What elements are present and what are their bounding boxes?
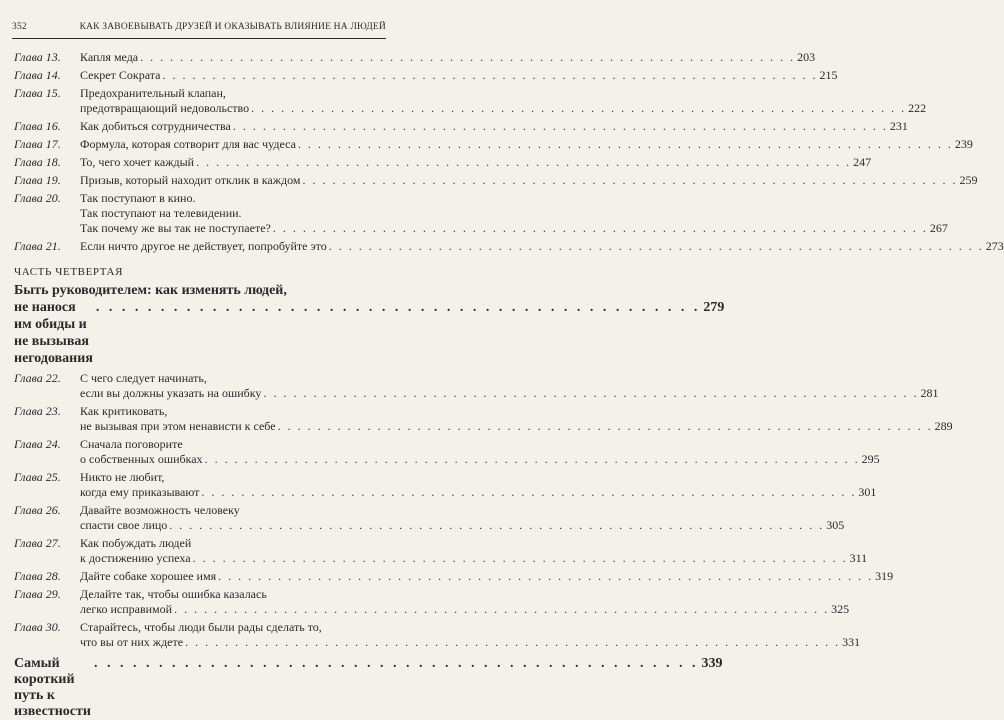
chapter-title-text: Призыв, который находит отклик в каждом — [80, 173, 301, 187]
chapter-label: Глава 14. — [14, 68, 61, 82]
chapter-title-text: Так поступают в кино. — [80, 191, 196, 205]
chapter-title-text: Секрет Сократа — [80, 68, 161, 82]
toc-entry — [14, 437, 880, 467]
chapter-page-number: 281 — [920, 386, 939, 400]
chapter-title-line — [80, 50, 815, 65]
chapter-title — [80, 404, 953, 434]
chapter-label: Глава 29. — [14, 587, 61, 601]
chapter-title-line — [80, 239, 1004, 254]
dot-leader — [251, 101, 906, 116]
toc-entry — [14, 536, 868, 566]
toc-entry — [14, 137, 973, 152]
chapter-page-number: 231 — [889, 119, 908, 133]
toc-entry — [14, 503, 845, 533]
chapter-title-line — [80, 404, 953, 419]
chapter-title — [80, 50, 815, 65]
dot-leader — [96, 299, 701, 316]
dot-leader — [193, 551, 848, 566]
chapter-title — [80, 620, 860, 650]
chapter-title-line — [80, 386, 938, 401]
chapter-title — [80, 503, 844, 533]
toc-entry — [14, 68, 838, 83]
chapter-label: Глава 20. — [14, 191, 61, 205]
dot-leader — [273, 221, 928, 236]
chapter-title-line — [80, 173, 977, 188]
chapter-title-line — [80, 470, 876, 485]
dot-leader — [218, 569, 873, 584]
chapter-title-line — [80, 68, 837, 83]
chapter-label: Глава 30. — [14, 620, 61, 634]
dot-leader — [233, 119, 888, 134]
toc-entry — [14, 239, 1004, 254]
toc-entry — [14, 50, 816, 65]
chapter-label: Глава 18. — [14, 155, 61, 169]
chapter-title-text: Капля меда — [80, 50, 139, 64]
chapter-page-number: 331 — [842, 635, 861, 649]
running-head — [12, 22, 386, 32]
final-section — [14, 656, 723, 720]
chapter-title-text: Как критиковать, — [80, 404, 168, 418]
chapter-title-line — [80, 518, 844, 533]
toc-entry — [14, 173, 978, 188]
part-title-text: не нанося им обиды и не вызывая негодования — [14, 300, 93, 366]
chapter-label: Глава 26. — [14, 503, 61, 517]
chapter-label: Глава 19. — [14, 173, 61, 187]
toc-entry — [14, 191, 948, 236]
dot-leader — [263, 386, 918, 401]
chapter-title — [80, 371, 938, 401]
dot-leader — [140, 50, 795, 65]
dot-leader — [298, 137, 953, 152]
part-title-line — [14, 282, 382, 299]
toc-entry — [14, 119, 908, 134]
dot-leader — [94, 656, 699, 672]
chapter-title — [80, 119, 908, 134]
chapter-page-number: 222 — [908, 101, 927, 115]
chapter-title-text: Делайте так, чтобы ошибка казалась — [80, 587, 267, 601]
dot-leader — [329, 239, 984, 254]
chapter-page-number: 203 — [797, 50, 816, 64]
chapter-page-number: 267 — [929, 221, 948, 235]
chapter-label: Глава 22. — [14, 371, 61, 385]
chapter-page-number: 289 — [934, 419, 953, 433]
chapter-page-number: 301 — [858, 485, 877, 499]
chapter-title-text: Если ничто другое не действует, попробуйте это — [80, 239, 327, 253]
chapter-title-line — [80, 503, 844, 518]
chapter-title-text: Никто не любит, — [80, 470, 165, 484]
toc-entry — [14, 620, 861, 650]
toc-entry — [14, 371, 939, 401]
chapter-label: Глава 17. — [14, 137, 61, 151]
chapter-title-text: не вызывая при этом ненависти к себе — [80, 419, 276, 433]
chapter-list-part-four — [14, 371, 953, 650]
toc-entry — [14, 86, 927, 116]
chapter-title-text: к достижению успеха — [80, 551, 191, 565]
toc-entry — [14, 404, 953, 434]
part-page-number: 279 — [703, 300, 725, 315]
chapter-page-number: 215 — [819, 68, 838, 82]
chapter-page-number: 239 — [954, 137, 973, 151]
chapter-page-number: 259 — [959, 173, 978, 187]
part-title-line — [14, 299, 725, 367]
chapter-page-number: 325 — [831, 602, 850, 616]
chapter-title-text: То, чего хочет каждый — [80, 155, 195, 169]
chapter-title-line — [80, 371, 938, 386]
toc-entry — [14, 587, 850, 617]
chapter-title-line — [80, 137, 973, 152]
chapter-title-line — [80, 86, 926, 101]
chapter-title — [80, 470, 876, 500]
toc-entry — [14, 470, 877, 500]
chapter-title-text: Сначала поговорите — [80, 437, 183, 451]
chapter-title-text: Так поступают на телевидении. — [80, 206, 242, 220]
chapter-page-number: 311 — [849, 551, 868, 565]
header-rule — [12, 38, 386, 39]
chapter-title-text: Старайтесь, чтобы люди были рады сделать то, — [80, 620, 322, 634]
final-section-page-number: 339 — [701, 656, 723, 671]
chapter-title — [80, 173, 977, 188]
chapter-page-number: 273 — [985, 239, 1004, 253]
dot-leader — [196, 155, 851, 170]
chapter-page-number: 305 — [826, 518, 845, 532]
dot-leader — [185, 635, 840, 650]
chapter-title-line — [80, 569, 893, 584]
chapter-title-line — [80, 221, 948, 236]
chapter-title-line — [80, 101, 926, 116]
dot-leader — [278, 419, 933, 434]
part-title-text: Быть руководителем: как изменять людей, — [14, 283, 287, 298]
chapter-label: Глава 24. — [14, 437, 61, 451]
chapter-title-line — [80, 620, 860, 635]
part-label: ЧАСТЬ ЧЕТВЕРТАЯ — [14, 266, 124, 278]
chapter-label: Глава 25. — [14, 470, 61, 484]
chapter-title-line — [80, 635, 860, 650]
chapter-title-text: что вы от них ждете — [80, 635, 184, 649]
chapter-title — [80, 191, 948, 236]
dot-leader — [162, 68, 817, 83]
chapter-title — [80, 155, 871, 170]
chapter-title-line — [80, 155, 871, 170]
chapter-title — [80, 86, 926, 116]
chapter-label: Глава 27. — [14, 536, 61, 550]
chapter-title-text: Предохранительный клапан, — [80, 86, 226, 100]
chapter-title-text: Так почему же вы так не поступаете? — [80, 221, 271, 235]
chapter-title-line — [80, 602, 849, 617]
chapter-title — [80, 239, 1004, 254]
chapter-title-text: спасти свое лицо — [80, 518, 168, 532]
toc-entry — [14, 569, 894, 584]
chapter-page-number: 319 — [875, 569, 894, 583]
chapter-title — [80, 68, 837, 83]
chapter-label: Глава 23. — [14, 404, 61, 418]
chapter-title-line — [80, 119, 908, 134]
chapter-title-text: Как добиться сотрудничества — [80, 119, 231, 133]
dot-leader — [169, 518, 824, 533]
chapter-title-text: когда ему приказывают — [80, 485, 200, 499]
chapter-title-line — [80, 191, 948, 206]
chapter-title-line — [80, 536, 867, 551]
chapter-title-text: легко исправимой — [80, 602, 173, 616]
chapter-title-line — [80, 452, 880, 467]
chapter-title-text: если вы должны указать на ошибку — [80, 386, 262, 400]
chapter-title — [80, 536, 867, 566]
chapter-label: Глава 28. — [14, 569, 61, 583]
chapter-title — [80, 587, 849, 617]
chapter-title-line — [80, 419, 953, 434]
running-title: КАК ЗАВОЕВЫВАТЬ ДРУЗЕЙ И ОКАЗЫВАТЬ ВЛИЯНИЕ НА ЛЮДЕЙ — [79, 22, 386, 32]
chapter-title — [80, 569, 893, 584]
chapter-title-line — [80, 206, 948, 221]
chapter-title-text: предотвращающий недовольство — [80, 101, 250, 115]
dot-leader — [174, 602, 829, 617]
chapter-label: Глава 13. — [14, 50, 61, 64]
chapter-title-line — [80, 437, 880, 452]
part-title — [14, 282, 725, 367]
chapter-title-line — [80, 485, 876, 500]
chapter-title-text: Дайте собаке хорошее имя — [80, 569, 217, 583]
chapter-list-part-three — [14, 50, 1004, 254]
chapter-page-number: 295 — [861, 452, 880, 466]
dot-leader — [201, 485, 856, 500]
chapter-label: Глава 15. — [14, 86, 61, 100]
chapter-title-text: Давайте возможность человеку — [80, 503, 240, 517]
chapter-title-text: о собственных ошибках — [80, 452, 203, 466]
page-number: 352 — [12, 22, 27, 32]
chapter-label: Глава 16. — [14, 119, 61, 133]
chapter-title-text: С чего следует начинать, — [80, 371, 207, 385]
chapter-page-number: 247 — [853, 155, 872, 169]
chapter-title-text: Формула, которая сотворит для вас чудеса — [80, 137, 296, 151]
chapter-label: Глава 21. — [14, 239, 61, 253]
chapter-title-text: Как побуждать людей — [80, 536, 192, 550]
dot-leader — [205, 452, 860, 467]
chapter-title — [80, 437, 880, 467]
table-of-contents — [14, 50, 1004, 720]
chapter-title-line — [80, 551, 867, 566]
toc-entry — [14, 155, 872, 170]
chapter-title-line — [80, 587, 849, 602]
chapter-title — [80, 137, 973, 152]
dot-leader — [302, 173, 957, 188]
final-section-title: Самый короткий путь к известности — [14, 656, 91, 719]
